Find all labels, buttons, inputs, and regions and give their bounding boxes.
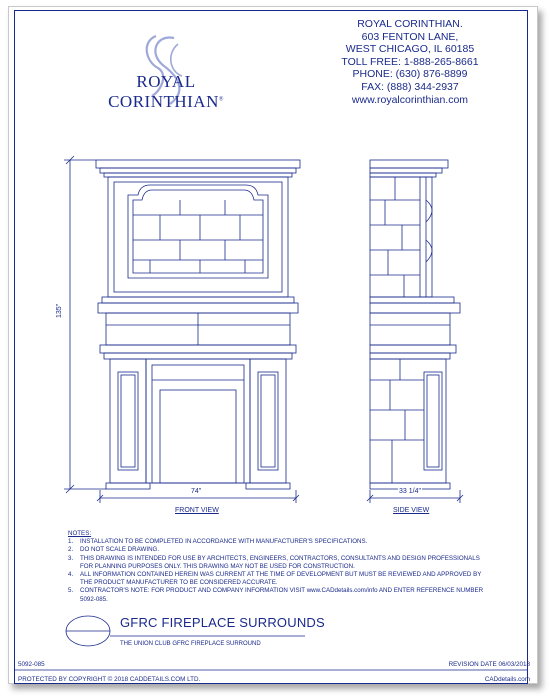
front-width-dimension-label: 74" — [191, 488, 202, 495]
notes-heading: NOTES: — [68, 530, 92, 537]
logo-wordmark: ROYAL CORINTHIAN® — [108, 72, 224, 111]
drawing-notes — [68, 530, 488, 604]
side-view-drawing — [370, 160, 460, 489]
side-view-label: SIDE VIEW — [393, 507, 430, 514]
drawing-title: GFRC FIREPLACE SURROUNDS — [120, 615, 325, 630]
reference-number: 5092-085 — [18, 661, 45, 668]
company-address-city: WEST CHICAGO, IL 60185 — [345, 43, 475, 56]
caddetails-link[interactable]: CADdetails.com — [484, 676, 530, 683]
company-website: www.royalcorinthian.com — [351, 93, 469, 106]
note-item: 2. DO NOT SCALE DRAWING. — [68, 546, 160, 554]
company-fax: FAX: (888) 344-2937 — [361, 80, 459, 93]
side-width-dimension-label: 33 1/4" — [399, 488, 421, 495]
note-item: 5. CONTRACTOR'S NOTE: FOR PRODUCT AND COMPANY INFORMATION VISIT www.CADdetails.com/info AND ENTER REFERENCE NUMBER 5092-085. — [68, 587, 484, 603]
revision-date: REVISION DATE 06/03/2018 — [448, 661, 530, 668]
height-dimension-label: 135" — [56, 303, 63, 318]
company-toll-free: TOLL FREE: 1-888-265-8661 — [341, 55, 479, 68]
front-view-label: FRONT VIEW — [175, 507, 219, 514]
note-item: 3. THIS DRAWING IS INTENDED FOR USE BY ARCHITECTS, ENGINEERS, CONTRACTORS, CONSULTANTS AND DESIGN PROFESSIONALS FOR PLANNING PURPOSES ONLY. THIS DRAWING MAY NOT BE USED FOR CONSTRUCTION. — [68, 554, 480, 570]
note-item: 1. INSTALLATION TO BE COMPLETED IN ACCORDANCE WITH MANUFACTURER'S SPECIFICATIONS. — [68, 538, 368, 546]
note-item: 4. ALL INFORMATION CONTAINED HEREIN WAS CURRENT AT THE TIME OF DEVELOPMENT BUT MUST BE REVIEWED AND APPROVED BY THE PRODUCT MANUFACTURER TO BE CONSIDERED ACCURATE. — [68, 571, 482, 587]
company-name: ROYAL CORINTHIAN. — [357, 18, 463, 30]
company-phone: PHONE: (630) 876-8899 — [352, 68, 468, 81]
copyright-notice: PROTECTED BY COPYRIGHT © 2018 CADDETAILS.COM LTD. — [18, 676, 201, 683]
company-address-street: 603 FENTON LANE, — [361, 30, 459, 43]
front-view-drawing — [96, 160, 300, 489]
drawing-subtitle: THE UNION CLUB GFRC FIREPLACE SURROUND — [120, 641, 261, 647]
height-dimension-line — [64, 156, 106, 493]
